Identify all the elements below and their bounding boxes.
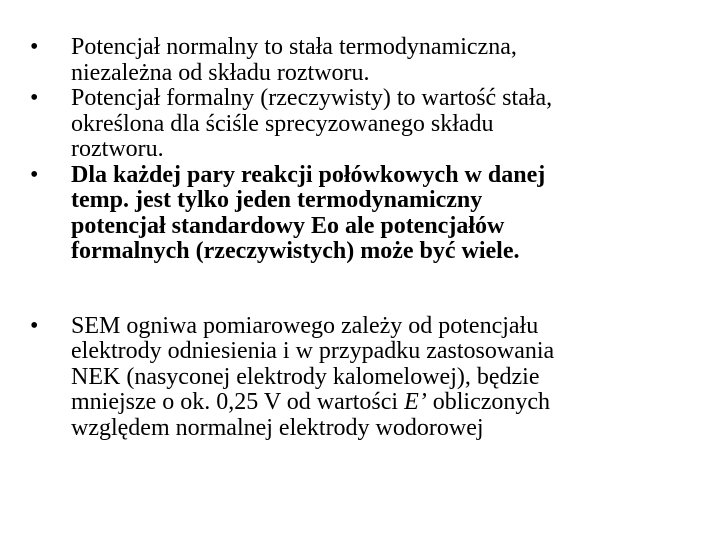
bullet-dot: • bbox=[30, 85, 39, 111]
bullet-formal-potential bbox=[30, 86, 705, 163]
bullet-line: potencjał standardowy Eo ale potencjałów bbox=[71, 212, 505, 239]
italic-symbol: E’ bbox=[404, 389, 427, 415]
bullet-line: SEM ogniwa pomiarowego zależy od potencjału bbox=[71, 312, 539, 339]
bullet-dot: • bbox=[30, 161, 39, 188]
bullet-line: niezależna od składu roztworu. bbox=[71, 59, 370, 86]
bullet-standard-vs-formal bbox=[30, 163, 705, 265]
bullet-line: elektrody odniesienia i w przypadku zastosowania bbox=[71, 338, 555, 364]
bullet-line: Dla każdej pary reakcji połówkowych w danej bbox=[71, 161, 546, 188]
bullet-line: określona dla ściśle sprecyzowanego składu bbox=[71, 110, 494, 137]
bullet-line: NEK (nasyconej elektrody kalomelowej), będzie bbox=[71, 363, 540, 390]
bullet-line: roztworu. bbox=[71, 136, 164, 162]
bullet-dot: • bbox=[30, 312, 39, 339]
bullet-line: Potencjał normalny to stała termodynamiczna, bbox=[71, 34, 517, 60]
line-text: obliczonych bbox=[426, 389, 551, 415]
bullet-line: formalnych (rzeczywistych) może być wiele. bbox=[71, 238, 520, 264]
bullet-line: temp. jest tylko jeden termodynamiczny bbox=[71, 187, 483, 213]
bullet-dot: • bbox=[30, 34, 39, 60]
line-text: mniejsze o ok. 0,25 V od wartości bbox=[71, 389, 405, 415]
bullet-line: Potencjał formalny (rzeczywisty) to wartość stała, bbox=[71, 85, 553, 111]
bullet-line: względem normalnej elektrody wodorowej bbox=[71, 414, 484, 441]
bullet-normal-potential bbox=[30, 35, 705, 86]
bullet-line bbox=[71, 390, 705, 416]
bullet-sem-cell bbox=[30, 314, 705, 442]
bullet-list bbox=[30, 35, 705, 441]
